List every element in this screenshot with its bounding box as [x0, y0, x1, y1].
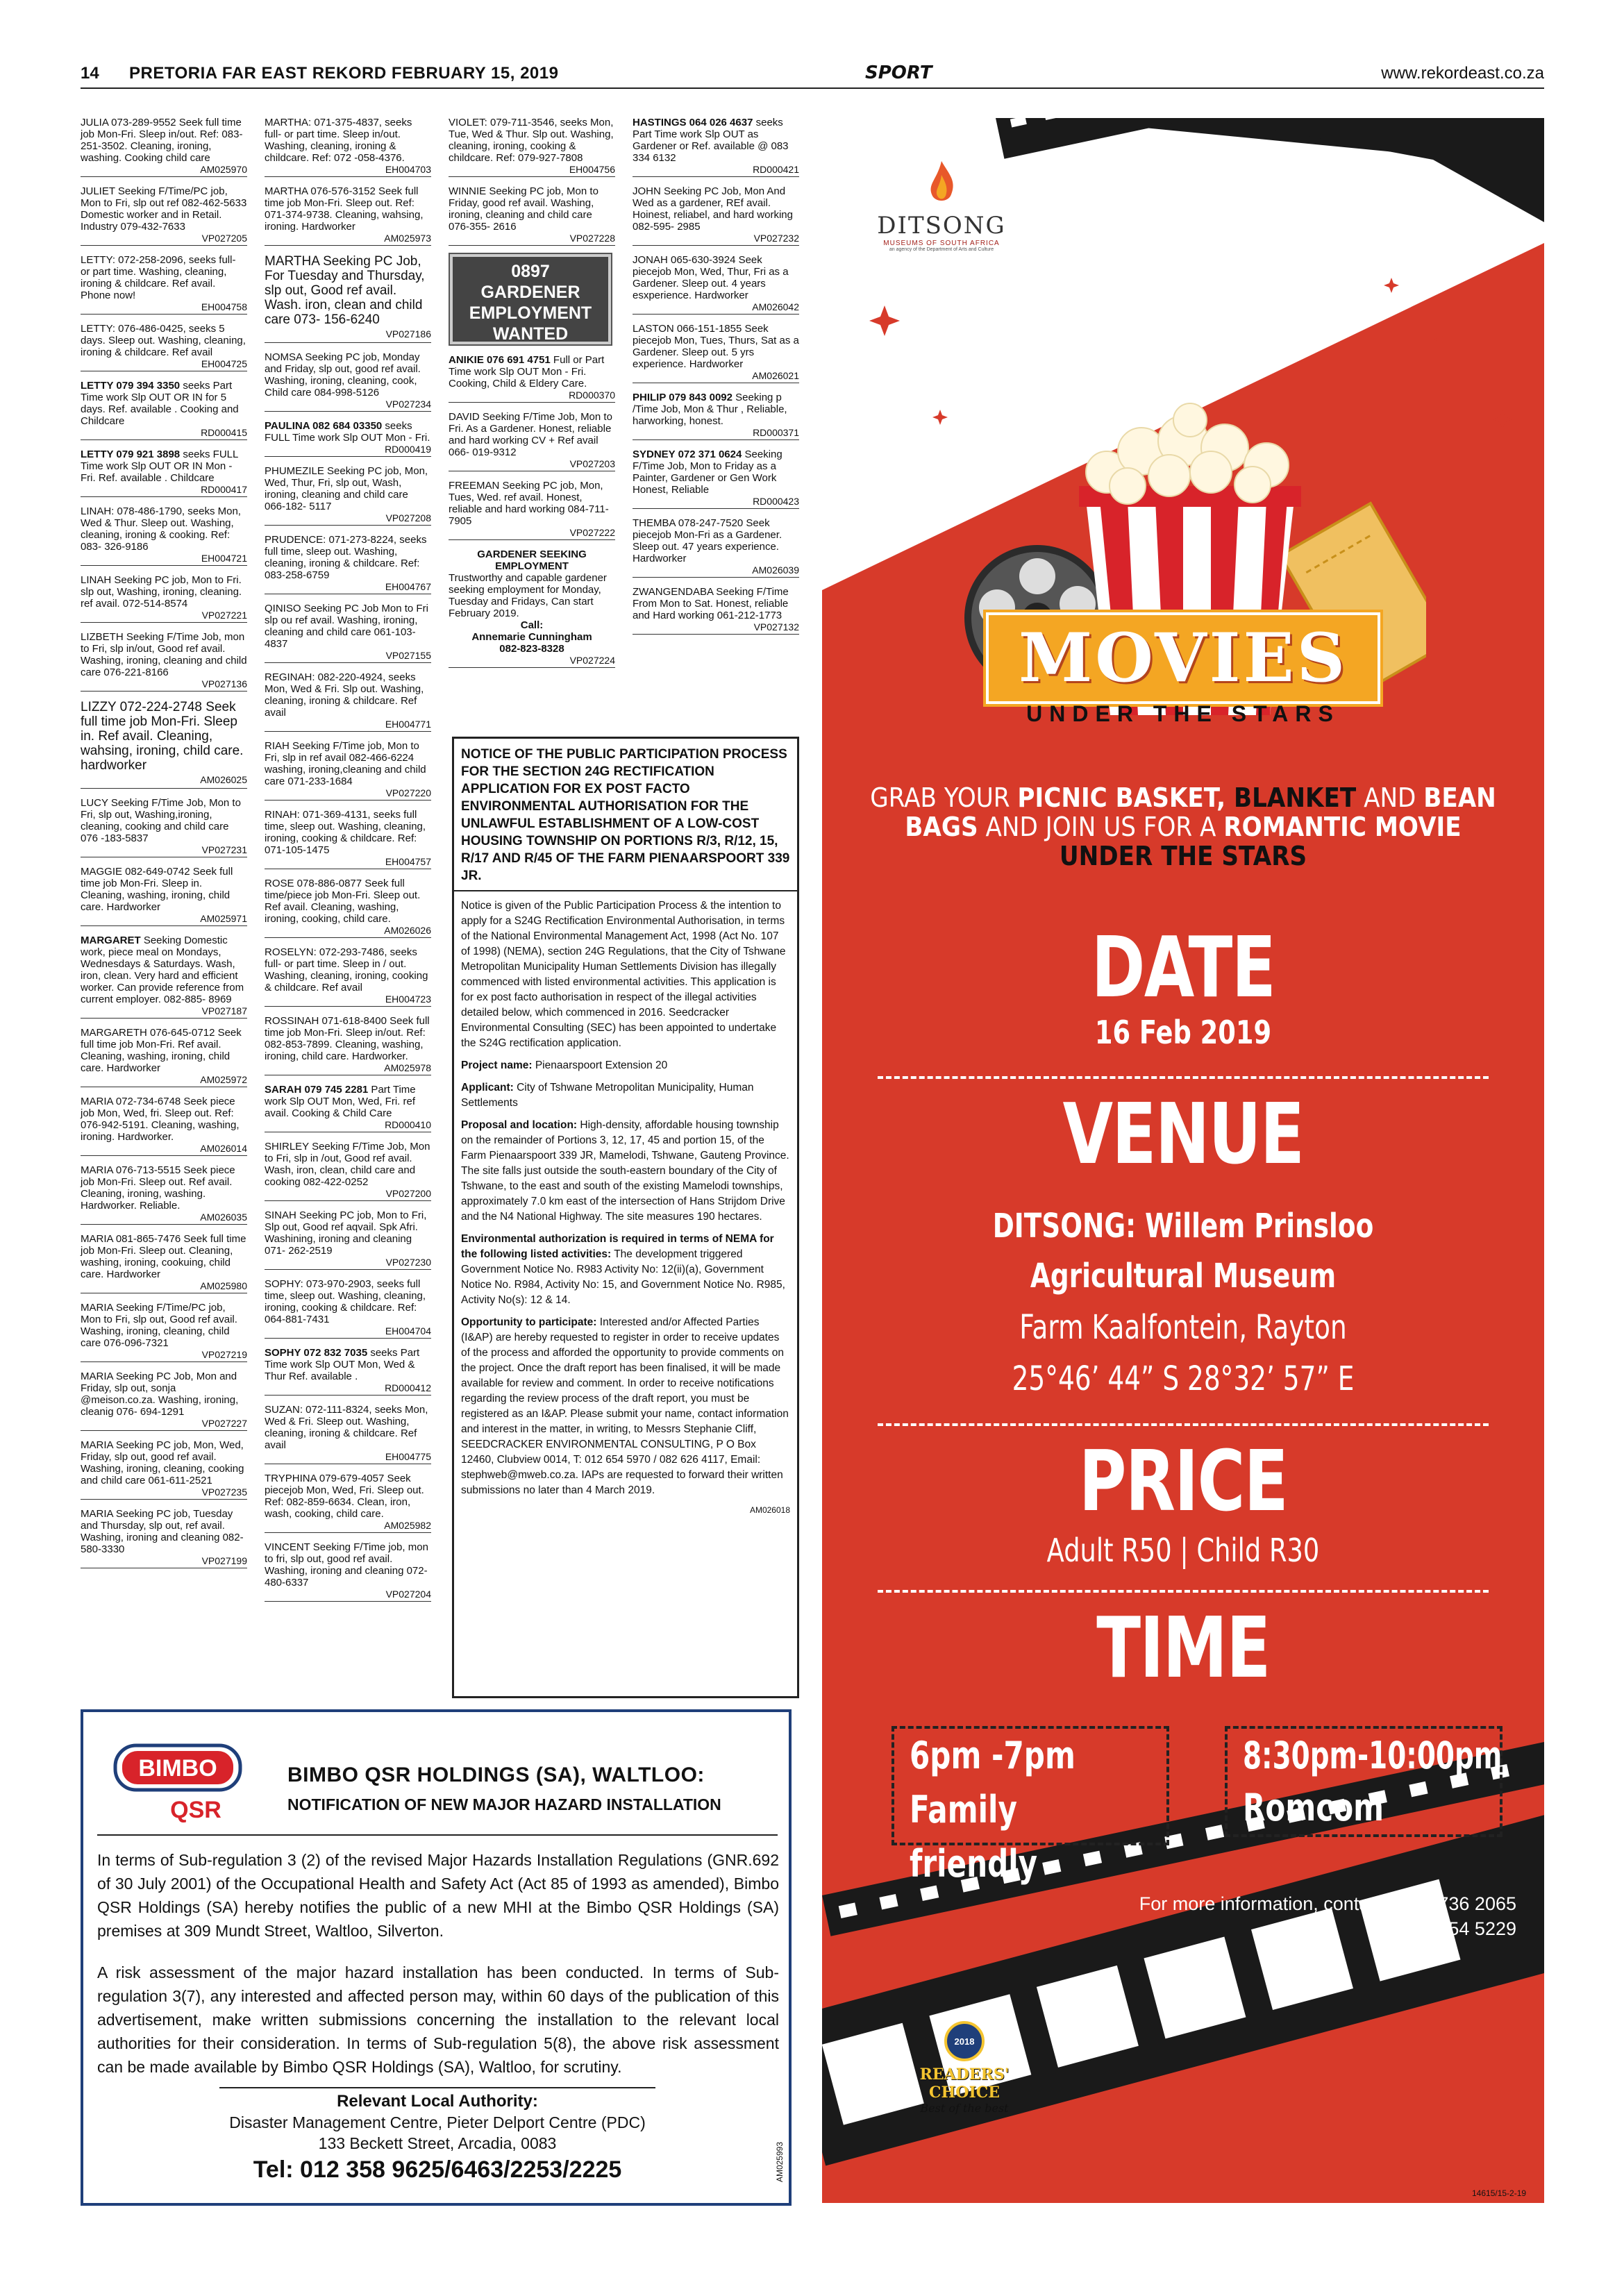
classified-ad [265, 420, 431, 457]
classified-ad [265, 1084, 431, 1132]
bimbo-logo [112, 1741, 243, 1825]
ad-ref: EH004771 [265, 719, 431, 732]
ad-ref: AM026021 [633, 370, 799, 383]
category-line: EMPLOYMENT [469, 303, 592, 323]
ad-ref: AM026035 [81, 1212, 247, 1225]
classified-ad [81, 700, 247, 789]
ad-ref: VP027155 [265, 650, 431, 663]
ad-text: LASTON 066-151-1855 Seek piecejob Mon, Tues, Thurs, Sat as a Gardener. Sleep out. 5 yrs experience. Hardworker [633, 323, 799, 370]
contact-info [1139, 1891, 1516, 1941]
ad-ref: AM025971 [81, 913, 247, 926]
classified-ad [81, 505, 247, 566]
badge-line-3: Best of the best [920, 2102, 1009, 2115]
notice-label: Applicant: [461, 1082, 514, 1093]
gardener-employment-category-box [450, 254, 611, 344]
classified-ad [81, 449, 247, 497]
ad-ref: AM025973 [265, 233, 431, 246]
notice-proposal [461, 1118, 790, 1225]
ad-text: ROSE 078-886-0877 Seek full time/piece job Mon-Fri. Sleep out. Ref avail. Cleaning, washing, ironing, cooking, child care. [265, 878, 421, 925]
ad-ref: AM025970 [81, 164, 247, 177]
ad-text: JONAH 065-630-3924 Seek piecejob Mon, Wed, Thur, Fri as a Gardener. Sleep out. 4 years esxperience. Hardworker [633, 254, 789, 301]
ad-title: GARDENER SEEKING EMPLOYMENT [477, 548, 587, 572]
classified-ad [81, 380, 247, 440]
ad-ref: VP027228 [449, 233, 615, 246]
notice-value: High-density, affordable housing township on the remainder of Portions 3, 12, 17, 45 and portion 15, of the Farm Pienaarspoort 339 JR, Mamelodi, Tshwane, Gauteng Province. The site falls just outside the south-eastern boundary of the City of Tshwane, to the east and south of the existing Mamelodi townships, approximately 7.0 km east of the intersection of Hans Strijdom Drive and the N4 National Highway. The site measures 190 hectares. [461, 1119, 789, 1223]
classified-ad [81, 1508, 247, 1568]
classified-ad [265, 117, 431, 177]
ad-ref: EH004704 [265, 1325, 431, 1339]
venue-line-3: Farm Kaalfontein, Rayton [1019, 1308, 1347, 1347]
ad-text: DAVID Seeking F/Time Job, Mon to Fri. As a Gardener. Honest, reliable and hard working CV + Ref avail 066- 019-9312 [449, 411, 612, 458]
ad-text: LUCY Seeking F/Time Job, Mon to Fri, slp out, Washing,ironing, cleaning, cooking and child care 076 -183-5837 [81, 797, 241, 844]
price-label: PRICE [1078, 1434, 1288, 1530]
classified-ad [265, 1209, 431, 1270]
promo-part: PICNIC BASKET, [1017, 782, 1234, 813]
ad-ref: VP027232 [633, 233, 799, 246]
readers-choice-badge [912, 2020, 1016, 2115]
classified-ad [81, 117, 247, 177]
page-header [81, 61, 1544, 89]
ad-text: ROSSINAH 071-618-8400 Seek full time job Mon-Fri. Sleep in/out. Ref: 082-853-7899. Cleaning, washing, ironing, child care. Hardworker. [265, 1015, 430, 1062]
promo-part: BLANKET [1234, 782, 1357, 813]
ad-ref: VP027230 [265, 1257, 431, 1270]
venue-coordinates: 25°46’ 44” S 28°32’ 57” E [1012, 1359, 1355, 1398]
classified-ad [265, 1278, 431, 1339]
classified-ad [81, 1027, 247, 1087]
award-ribbon-icon [944, 2020, 985, 2062]
ad-text: SHIRLEY Seeking F/Time Job, Mon to Fri, slp in /out, Good ref avail. Wash, iron, clean, child care and cooking 082-422-0252 [265, 1141, 430, 1188]
notice-intro: Notice is given of the Public Participation Process & the intention to apply for a S24G Rectification Environmental Authorisation, in terms of the National Environmental Management Act, 1998 (Act No. 107 of 1998) (NEMA), section 24G Regulations, that the City of Tshwane Metropolitan Municipality Human Settlements Division has illegally commenced with listed environmental activities. This application is for ex post facto authorisation in respect of the illegal activities detailed below, which commenced in 2016. Seedcracker Environmental Consulting (SEC) has been appointed to undertake the S24G rectification application. [461, 900, 786, 1049]
ad-text: NOMSA Seeking PC job, Monday and Friday, slp out, good ref avail. Washing, ironing, cleaning, cook, Child care 084-998-5126 [265, 351, 421, 399]
authority-telephone: Tel: 012 358 9625/6463/2253/2225 [253, 2156, 622, 2183]
ad-ref: VP027199 [81, 1555, 247, 1568]
ad-ref: AM026039 [633, 564, 799, 578]
ad-ref: VP027200 [265, 1188, 431, 1201]
classified-ad [265, 878, 431, 938]
ad-ref: AM026014 [81, 1143, 247, 1156]
classified-ad [81, 323, 247, 371]
ad-ref: RD000370 [449, 389, 615, 403]
ad-text: JULIET Seeking F/Time/PC job, Mon to Fri, slp out ref 082-462-5633 Domestic worker and in Retail. Industry 079-432-7633 [81, 185, 247, 233]
classified-ad [265, 671, 431, 732]
notice-label: Project name: [461, 1059, 533, 1071]
ditsong-sub2: an agency of the Department of Arts and Culture [889, 247, 994, 252]
classifieds-column-4 [633, 117, 799, 643]
ad-name: SARAH 079 745 2281 [265, 1084, 369, 1096]
classified-ad [81, 574, 247, 623]
ad-text: LETTY 079 921 3898 seeks FULL Time work Slp OUT OR IN Mon - Fri. Ref. available . Childcare [81, 449, 238, 484]
ad-text: LETTY 079 394 3350 seeks Part Time work Slp OUT OR IN for 5 days. Ref. available . Cooking and Childcare [81, 380, 239, 427]
ad-name: PHILIP 079 843 0092 [633, 392, 733, 403]
time-slot-desc: Family friendly [910, 1788, 1038, 1886]
classified-ad [449, 117, 615, 177]
classified-ad [633, 254, 799, 315]
classified-ad [81, 866, 247, 926]
ad-text: VIOLET: 079-711-3546, seeks Mon, Tue, Wed & Thur. Slp out. Washing, cleaning, ironing, cooking & childcare. Ref: 079-927-7808 [449, 117, 614, 164]
promo-line-3: UNDER THE STARS [1059, 841, 1307, 871]
venue-line-1: DITSONG: Willem Prinsloo [992, 1207, 1374, 1246]
ad-ref: AM025980 [81, 1280, 247, 1293]
classified-ad [265, 740, 431, 801]
ad-ref: EH004725 [81, 358, 247, 371]
classified-ad [633, 392, 799, 440]
classified-ad [81, 631, 247, 692]
ad-text: PRUDENCE: 071-273-8224, seeks full time, sleep out. Washing, cleaning, ironing & childcare. Ref: 083-258-6759 [265, 534, 427, 581]
gardener-seeking-ad [449, 548, 615, 668]
bimbo-hazard-notice [81, 1709, 792, 2206]
ad-ref: VP027235 [81, 1486, 247, 1500]
ad-text: VINCENT Seeking F/Time job, mon to fri, slp out, good ref avail. Washing, ironing and cleaning 072-480-6337 [265, 1541, 428, 1589]
ad-ref: VP027227 [81, 1418, 247, 1431]
ad-text: PHUMEZILE Seeking PC job, Mon, Wed, Thur, Fri, slp out, Wash, ironing, cleaning and child care 066-182- 5117 [265, 465, 428, 512]
notice-value: City of Tshwane Metropolitan Municipality, Human Settlements [461, 1082, 754, 1109]
under-the-stars: UNDER THE STARS [1026, 701, 1340, 726]
time-slot-family [891, 1726, 1169, 1886]
ad-text: MARIA Seeking PC job, Mon, Wed, Friday, slp out, good ref avail. Washing, ironing, cleaning, cooking and child care 061-611-2521 [81, 1439, 244, 1486]
bimbo-logo-text: BIMBO [138, 1755, 217, 1782]
movies-title: MOVIES [1018, 619, 1348, 697]
notice-applicant [461, 1080, 790, 1111]
ad-ref: AM026025 [81, 773, 247, 789]
ad-text: MARGARET Seeking Domestic work, piece meal on Mondays, Wednesdays & Saturdays. Wash, iron, clean. Very hard and efficient worker. Can provide reference from current employer. 082-885- 8969 [81, 935, 244, 1005]
classified-ad [633, 323, 799, 383]
ad-contact-phone: 082-823-8328 [499, 643, 564, 655]
ad-ref: RD000415 [81, 427, 247, 440]
ad-text: MAGGIE 082-649-0742 Seek full time job Mon-Fri. Sleep in. Cleaning, washing, ironing, child care. Hardworker [81, 866, 233, 913]
ad-text: LINAH: 078-486-1790, seeks Mon, Wed & Thur. Sleep out. Washing, cleaning, ironing & cooking. Ref: 083- 326-9186 [81, 505, 241, 553]
ad-text: MARIA Seeking PC Job, Mon and Friday, slp out, sonja @meison.co.za. Washing, ironing, cleanig 076- 694-1291 [81, 1371, 239, 1418]
classified-ad [633, 449, 799, 509]
badge-line-1: READERS' [919, 2065, 1010, 2084]
divider [878, 1423, 1489, 1426]
ad-text: PHILIP 079 843 0092 Seeking p /Time Job, Mon & Thur , Reliable, harworking, honest. [633, 392, 787, 427]
ad-ref: VP027186 [265, 327, 431, 343]
ad-text: RINAH: 071-369-4131, seeks full time, sleep out. Washing, cleaning, ironing, cooking & childcare. Ref: 071-105-1475 [265, 809, 426, 856]
classified-ad [81, 1164, 247, 1225]
classified-ad [81, 254, 247, 315]
ad-text: RIAH Seeking F/Time job, Mon to Fri, slp in ref avail 082-466-6224 washing, ironing,cleaning and child care 071-233-1684 [265, 740, 426, 787]
notice-value: Interested and/or Affected Parties (I&AP) are hereby requested to register in order to receive updates of the process and afforded the opportunity to provide comments on the project. Once the draft report has been finalised, it will be made available for review and comment. In order to receive notifications regarding the review process of the draft report, you must be registered as an I&AP. Please submit your name, contact information and interest in the matter, in writing, to Messrs Stephanie Cliff, SEEDCRACKER ENVIRONMENTAL CONSULTING, P O Box 12460, Clubview 0014, T: 012 654 5970 / 082 626 4117, Email: stephweb@mweb.co.za. IAPs are requested to forward their written submissions no later than 4 March 2019. [461, 1316, 789, 1496]
ad-text: PAULINA 082 684 03350 seeks FULL Time work Slp OUT Mon - Fri. [265, 420, 430, 444]
notice-value: The development triggered Government Notice No. R983 Activity No: 12(ii)(a), Government Notice No. R984, Activity No: 15, and Government Notice No. R985, Activity No(s): 12 & 14. [461, 1248, 785, 1306]
ad-text: MARTHA: 071-375-4837, seeks full- or part time. Sleep in/out. Washing, cleaning, ironing & childcare. Ref: 072 -058-4376. [265, 117, 412, 164]
classified-ad [265, 1404, 431, 1464]
publication-title: PRETORIA FAR EAST REKORD FEBRUARY 15, 2019 [129, 64, 559, 83]
ad-ref: VP027205 [81, 233, 247, 246]
ad-name: MARGARET [81, 935, 141, 946]
promo-part: BAGS [905, 812, 978, 842]
time-label: TIME [1096, 1600, 1270, 1697]
ad-ref: VP027220 [265, 787, 431, 801]
ad-ref: VP027222 [449, 527, 615, 540]
notice-project-name [461, 1058, 790, 1073]
time-slot-desc: Romcom [1243, 1786, 1384, 1829]
bimbo-subtitle: NOTIFICATION OF NEW MAJOR HAZARD INSTALLATION [287, 1795, 721, 1813]
ad-text: SOPHY 072 832 7035 seeks Part Time work Slp OUT Mon, Wed & Thur Ref. available . [265, 1347, 420, 1382]
notice-opportunity [461, 1315, 790, 1498]
classified-ad [633, 117, 799, 177]
contact-line-1: For more information, contact (012) 736 2065 [1139, 1893, 1516, 1914]
ad-ref: VP027204 [265, 1589, 431, 1602]
classified-ad [81, 1439, 247, 1500]
bimbo-authority [219, 2087, 655, 2186]
ad-name: SYDNEY 072 371 0624 [633, 449, 742, 460]
category-line: WANTED [492, 324, 569, 344]
time-slot-romcom [1225, 1726, 1502, 1837]
ad-ref: VP027136 [81, 678, 247, 692]
classified-ad [265, 1015, 431, 1075]
promo-part: ROMANTIC MOVIE [1223, 812, 1462, 842]
ad-name: SOPHY 072 832 7035 [265, 1347, 368, 1359]
ad-ref: AM026026 [265, 925, 431, 938]
ad-text: ANIKIE 076 691 4751 Full or Part Time work Slp OUT Mon - Fri. Cooking, Child & Eldery Care. [449, 354, 605, 389]
classified-ad [265, 1541, 431, 1602]
bimbo-paragraph-2: A risk assessment of the major hazard installation has been conducted. In terms of Sub-regulation 3(7), any interested and affected person may, within 60 days of the publication of this advertisement, make written submissions concerning the installation to the relevant local authorities for their consideration. In terms of Sub-regulation 5(8), the above risk assessment can be made available by Bimbo QSR Holdings (SA), Waltloo, for scrutiny. [97, 1963, 779, 2076]
classified-ad [265, 185, 431, 246]
ditsong-sub: MUSEUMS OF SOUTH AFRICA [883, 240, 1000, 247]
classified-ad [449, 354, 615, 403]
movies-title-box [986, 612, 1380, 704]
ad-text: THEMBA 078-247-7520 Seek piecejob Mon-Fri as a Gardener. Sleep out. 47 years experience. Hardworker [633, 517, 782, 564]
ad-text: LIZBETH Seeking F/Time Job, mon to Fri, slp in/out, Good ref avail. Washing, ironing, cleaning and child care 076-221-8166 [81, 631, 247, 678]
ad-ref: RD000421 [633, 164, 799, 177]
ad-text: JOHN Seeking PC Job, Mon And Wed as a gardener, REf avail. Hoinest, reliabel, and hard working 082-595- 2985 [633, 185, 793, 233]
authority-heading: Relevant Local Authority: [337, 2092, 538, 2111]
ad-text: SUZAN: 072-111-8324, seeks Mon, Wed & Fri. Sleep out. Washing, cleaning, ironing & childcare. Ref avail [265, 1404, 428, 1451]
ad-ref: AM025978 [265, 1062, 431, 1075]
ditsong-name: DITSONG [877, 212, 1006, 240]
promo-part: BEAN [1423, 782, 1496, 813]
ad-call-label: Call: [520, 619, 544, 631]
authority-line-2: 133 Beckett Street, Arcadia, 0083 [318, 2134, 557, 2152]
classified-ad [265, 603, 431, 663]
classified-ad [265, 946, 431, 1007]
bimbo-title: BIMBO QSR HOLDINGS (SA), WALTLOO: [287, 1763, 705, 1786]
ad-text: MARTHA Seeking PC Job, For Tuesday and Thursday, slp out, Good ref avail. Wash. iron, clean and child care 073- 156-6240 [265, 254, 425, 327]
classified-ad [81, 935, 247, 1019]
page-number: 14 [81, 64, 99, 83]
bimbo-ref: AM025993 [775, 2141, 785, 2182]
ad-ref: VP027224 [449, 655, 615, 668]
ad-text: MARIA Seeking PC job, Tuesday and Thursday, slp out, ref avail. Washing, ironing and cleaning 082-580-3330 [81, 1508, 244, 1555]
ad-text: LETTY: 076-486-0425, seeks 5 days. Sleep out. Washing, cleaning, ironing & childcare. Ref avail [81, 323, 246, 358]
ad-name: LETTY 079 394 3350 [81, 380, 181, 392]
bimbo-logo-qsr: QSR [170, 1797, 221, 1823]
ad-text: SOPHY: 073-970-2903, seeks full time, sleep out. Washing, cleaning, ironing, cooking & childcare. Ref: 064-881-7431 [265, 1278, 426, 1325]
ad-ref: EH004775 [265, 1451, 431, 1464]
ad-ref: AM025982 [265, 1520, 431, 1533]
ad-ref: EH004757 [265, 856, 431, 869]
ad-text: REGINAH: 082-220-4924, seeks Mon, Wed & Fri. Slp out. Washing, cleaning, ironing & childcare. Ref avail [265, 671, 424, 719]
ad-ref: VP027234 [265, 399, 431, 412]
promo-part: GRAB YOUR [870, 782, 1018, 813]
movies-under-the-stars-ad [822, 118, 1544, 2203]
ad-body: Trustworthy and capable gardener seeking employment for Monday, Tuesday and Fridays, Can start February 2019. [449, 572, 607, 619]
ad-text: FREEMAN Seeking PC job, Mon, Tues, Wed. ref avail. Honest, reliable and hard working 084-711-7905 [449, 480, 609, 527]
notice-divider [454, 890, 797, 891]
promo-text [858, 783, 1508, 871]
badge-line-2: CHOICE [928, 2084, 1001, 2102]
date-value: 16 Feb 2019 [1094, 1014, 1272, 1051]
classified-ad [81, 1233, 247, 1293]
price-value: Adult R50 | Child R30 [1046, 1532, 1320, 1569]
classified-ad [81, 1302, 247, 1362]
classified-ad [81, 185, 247, 246]
notice-value: Pienaarspoort Extension 20 [532, 1059, 668, 1071]
ad-text: MARIA 081-865-7476 Seek full time job Mon-Fri. Sleep out. Cleaning, washing, ironing, cookuing, child care. Hardworker [81, 1233, 246, 1280]
ad-ref: EH004721 [81, 553, 247, 566]
promo-part: AND [1356, 782, 1424, 813]
classified-ad [81, 1371, 247, 1431]
ad-text: QINISO Seeking PC Job Mon to Fri slp ou ref avail. Washing, ironing, cleaning and child care 061-103- 4837 [265, 603, 428, 650]
section-name: SPORT [865, 62, 932, 83]
ad-ref: VP027132 [633, 621, 799, 635]
ad-text: HASTINGS 064 026 4637 seeks Part Time work Slp OUT as Gardener or Ref. available @ 083 334 6132 [633, 117, 789, 164]
ad-text: TRYPHINA 079-679-4057 Seek piecejob Mon, Wed, Fri. Sleep out. Ref: 082-859-6634. Clean, iron, wash, cooking, child care. [265, 1473, 424, 1520]
ad-name: HASTINGS 064 026 4637 [633, 117, 753, 128]
classified-ad [265, 1473, 431, 1533]
classified-ad [81, 1096, 247, 1156]
classified-ad [449, 185, 615, 246]
ad-text: ROSELYN: 072-293-7486, seeks full- or part time. Sleep in / out. Washing, cleaning, ironing, cooking & childcare. Ref avail [265, 946, 428, 994]
classified-ad [265, 809, 431, 869]
classified-ad [449, 480, 615, 540]
ad-ref: EH004758 [81, 301, 247, 315]
contact-line-2: 076 054 5229 [1401, 1918, 1516, 1939]
classified-ad [81, 797, 247, 857]
bimbo-paragraph-1: In terms of Sub-regulation 3 (2) of the revised Major Hazards Installation Regulations (GNR.692 of 30 July 2001) of the Occupational Health and Safety Act (Act 85 of 1993 as amended), Bimbo QSR Holdings (SA) hereby notifies the public of a new MHI at the Bimbo QSR Holdings (SA) premises at 309 Mundt Street, Waltloo, Silverton. [97, 1851, 779, 1940]
classified-ad [265, 465, 431, 526]
notice-title: NOTICE OF THE PUBLIC PARTICIPATION PROCESS FOR THE SECTION 24G RECTIFICATION APPLICATION FOR EX POST FACTO ENVIRONMENTAL AUTHORISATION FOR THE UNLAWFUL ESTABLISHMENT OF A LOW-COST HOUSING TOWNSHIP ON PORTIONS R/3, R/12, 15, R/17 AND R/45 OF THE FARM PIENAARSPOORT 339 JR. [461, 747, 790, 883]
ad-text: ZWANGENDABA Seeking F/Time From Mon to Sat. Honest, reliable and Hard working 061-212-1773 [633, 586, 789, 621]
ad-ref: VP027231 [81, 844, 247, 857]
ad-ref: RD000412 [265, 1382, 431, 1396]
ad-ref: RD000417 [81, 484, 247, 497]
notice-label: Opportunity to participate: [461, 1316, 597, 1328]
ad-ref: RD000423 [633, 496, 799, 509]
public-participation-notice [452, 737, 799, 1698]
flame-icon [921, 160, 962, 208]
divider [878, 1590, 1489, 1593]
ad-name: PAULINA 082 684 03350 [265, 420, 383, 432]
ad-text: SYDNEY 072 371 0624 Seeking F/Time Job, Mon to Friday as a Painter, Gardener or Gen Work Honest, Reliable [633, 449, 782, 496]
ad-text: JULIA 073-289-9552 Seek full time job Mon-Fri. Sleep in/out. Ref: 083-251-3502. Cleaning, ironing, washing. Cooking child care [81, 117, 243, 164]
ad-text: MARIA 076-713-5515 Seek piece job Mon-Fri. Sleep out. Ref avail. Cleaning, ironing, washing. Hardworker. Reliable. [81, 1164, 235, 1212]
ad-text: SARAH 079 745 2281 Part Time work Slp OUT Mon, Wed, Fri. ref avail. Cooking & Child Care [265, 1084, 416, 1119]
classified-ad [633, 517, 799, 578]
ad-text: MARGARETH 076-645-0712 Seek full time job Mon-Fri. Ref avail. Cleaning, washing, ironing, child care. Hardworker [81, 1027, 242, 1074]
svg-text:2018: 2018 [954, 2036, 975, 2047]
ad-ref: RD000419 [265, 444, 431, 457]
venue-line-2: Agricultural Museum [1030, 1257, 1337, 1296]
classified-ad [265, 351, 431, 412]
bimbo-divider [97, 1834, 778, 1836]
category-line: GARDENER [480, 283, 580, 302]
ad-ref: VP027187 [81, 1005, 247, 1019]
website-link[interactable]: www.rekordeast.co.za [1381, 64, 1544, 83]
notice-label: Environmental authorization is required in terms of NEMA for the following listed activities: [461, 1233, 774, 1260]
divider [878, 1076, 1489, 1079]
authority-line-1: Disaster Management Centre, Pieter Delport Centre (PDC) [229, 2113, 646, 2131]
ad-ref: AM025972 [81, 1074, 247, 1087]
ad-text: MARTHA 076-576-3152 Seek full time job Mon-Fri. Sleep out. Ref: 071-374-9738. Cleaning, wahsing, ironing. Hardworker [265, 185, 424, 233]
ad-ref: AM026042 [633, 301, 799, 315]
ad-ref: VP027219 [81, 1349, 247, 1362]
notice-label: Proposal and location: [461, 1119, 578, 1131]
venue-label: VENUE [1062, 1087, 1304, 1183]
ad-ref: RD000410 [265, 1119, 431, 1132]
ad-ref: EH004756 [449, 164, 615, 177]
classified-ad [449, 411, 615, 471]
ad-text: LIZZY 072-224-2748 Seek full time job Mon-Fri. Sleep in. Ref avail. Cleaning, wahsing, ironing, child care. hardworker [81, 700, 244, 773]
ad-ref: VP027221 [81, 610, 247, 623]
classified-ad [265, 254, 431, 343]
time-slot-time: 6pm -7pm [910, 1734, 1075, 1777]
date-label: DATE [1091, 920, 1275, 1016]
classified-ad [633, 586, 799, 635]
ad-name: ANIKIE 076 691 4751 [449, 354, 551, 366]
classified-ad [633, 185, 799, 246]
classifieds-column-1 [81, 117, 247, 1577]
time-slot-time: 8:30pm-10:00pm [1243, 1734, 1502, 1777]
ad-name: LETTY 079 921 3898 [81, 449, 181, 460]
ad-contact-name: Annemarie Cunningham [471, 631, 592, 643]
ad-ref: VP027203 [449, 458, 615, 471]
ad-text: LINAH Seeking PC job, Mon to Fri. slp out, Washing, ironing, cleaning. ref avail. 072-514-8574 [81, 574, 242, 610]
ad-text: WINNIE Seeking PC job, Mon to Friday, good ref avail. Washing, ironing, cleaning and child care 076-355- 2616 [449, 185, 598, 233]
classified-ad [265, 1347, 431, 1396]
ad-ref: RD000371 [633, 427, 799, 440]
classifieds-column-3 [449, 117, 615, 676]
notice-ref: AM026018 [749, 1505, 790, 1515]
ad-text: MARIA Seeking F/Time/PC job, Mon to Fri, slp out, Good ref avail. Washing, ironing, cleaning, child care 076-096-7321 [81, 1302, 237, 1349]
movies-ad-ref: 14615/15-2-19 [1472, 2188, 1527, 2198]
promo-part: AND JOIN US FOR A [978, 812, 1224, 842]
notice-authorization [461, 1232, 790, 1308]
classifieds-column-2 [265, 117, 431, 1610]
ad-text: MARIA 072-734-6748 Seek piece job Mon, Wed, fri. Sleep out. Ref: 076-942-5191. Cleaning, washing, ironing. Hardworker. [81, 1096, 240, 1143]
classified-ad [265, 534, 431, 594]
classified-ad [265, 1141, 431, 1201]
ditsong-logo [865, 160, 1018, 252]
ad-ref: EH004723 [265, 994, 431, 1007]
category-number: 0897 [511, 262, 550, 281]
ad-ref: VP027208 [265, 512, 431, 526]
ad-text: LETTY: 072-258-2096, seeks full- or part time. Washing, cleaning, ironing & childcare. Ref avail. Phone now! [81, 254, 236, 301]
ad-ref: EH004703 [265, 164, 431, 177]
ad-text: SINAH Seeking PC job, Mon to Fri, Slp out, Good ref aqvail. Spk Afri. Washining, ironing and cleaning 071- 262-2519 [265, 1209, 427, 1257]
ad-ref: EH004767 [265, 581, 431, 594]
